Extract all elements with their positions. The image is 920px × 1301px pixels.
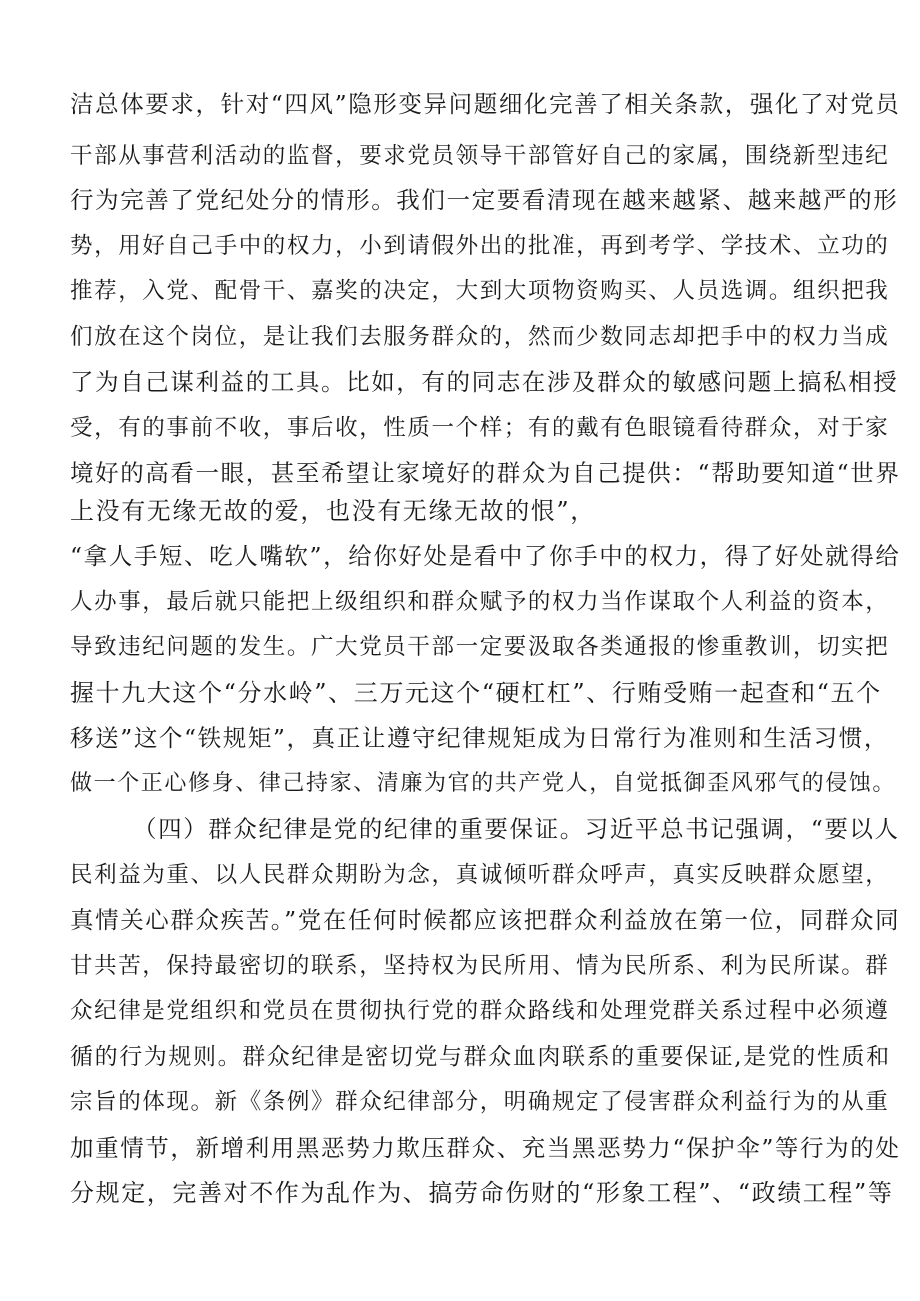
text-line-8: 受，有的事前不收，事后收，性质一个样；有的戴有色眼镜看待群众，对于家 xyxy=(70,415,890,441)
text-line-7: 了为自己谋利益的工具。比如，有的同志在涉及群众的敏感问题上搞私相授 xyxy=(70,368,899,396)
text-line-24: 加重情节，新增利用黑恶势力欺压群众、充当黑恶势力“保护伞”等行为的处 xyxy=(70,1134,901,1162)
text-line-15: 移送”这个“铁规矩”，真正让遵守纪律规矩成为日常行为准则和生活习惯， xyxy=(70,724,889,752)
text-line-23: 宗旨的体现。新《条例》群众纪律部分，明确规定了侵害群众利益行为的从重 xyxy=(70,1089,890,1115)
text-line-6: 们放在这个岗位，是让我们去服务群众的，然而少数同志却把手中的权力当成 xyxy=(70,324,890,350)
text-line-1: 洁总体要求，针对“四风”隐形变异问题细化完善了相关条款，强化了对党员 xyxy=(70,90,901,118)
text-line-21: 众纪律是党组织和党员在贯彻执行党的群众路线和处理党群关系过程中必须遵 xyxy=(70,998,890,1024)
text-line-16: 做一个正心修身、律己持家、清廉为官的共产党人，自觉抵御歪风邪气的侵蚀。 xyxy=(70,771,897,796)
section-four-heading-line: （四）群众纪律是党的纪律的重要保证。习近平总书记强调，“要以人 xyxy=(133,815,900,843)
text-line-9: 境好的高看一眼，甚至希望让家境好的群众为自己提供：“帮助要知道“世界 xyxy=(70,459,901,487)
text-line-22: 循的行为规则。群众纪律是密切党与群众血肉联系的重要保证,是党的性质和 xyxy=(70,1044,891,1070)
text-line-5: 推荐，入党、配骨干、嘉奖的决定，大到大项物资购买、人员选调。组织把我 xyxy=(70,278,890,304)
text-line-2: 干部从事营利活动的监督，要求党员领导干部管好自己的家属，围绕新型违纪 xyxy=(70,143,890,169)
text-line-18: 民利益为重、以人民群众期盼为念，真诚倾听群众呼声，真实反映群众愿望， xyxy=(70,862,890,888)
text-line-4: 势，用好自己手中的权力，小到请假外出的批准，再到考学、学技术、立功的 xyxy=(70,233,890,259)
text-line-3: 行为完善了党纪处分的情形。我们一定要看清现在越来越紧、越来越严的形 xyxy=(70,186,899,214)
text-line-12: 人办事，最后就只能把上级组织和群众赋予的权力当作谋取个人利益的资本， xyxy=(70,589,890,615)
text-line-14: 握十九大这个“分水岭”、三万元这个“硬杠杠”、行贿受贿一起查和“五个 xyxy=(70,679,882,707)
text-line-20: 甘共苦，保持最密切的联系，坚持权为民所用、情为民所系、利为民所谋。群 xyxy=(70,953,890,979)
text-line-13: 导致违纪问题的发生。广大党员干部一定要汲取各类通报的惨重教训，切实把 xyxy=(70,634,890,660)
text-line-25: 分规定，完善对不作为乱作为、搞劳命伤财的“形象工程”、“政绩工程”等 xyxy=(70,1179,894,1207)
text-line-19: 真情关心群众疾苦。”党在任何时候都应该把群众利益放在第一位，同群众同 xyxy=(70,906,901,934)
text-line-11: “拿人手短、吃人嘴软”，给你好处是看中了你手中的权力，得了好处就得给 xyxy=(70,542,901,570)
text-line-10: 上没有无缘无故的爱，也没有无缘无故的恨”， xyxy=(70,497,596,525)
